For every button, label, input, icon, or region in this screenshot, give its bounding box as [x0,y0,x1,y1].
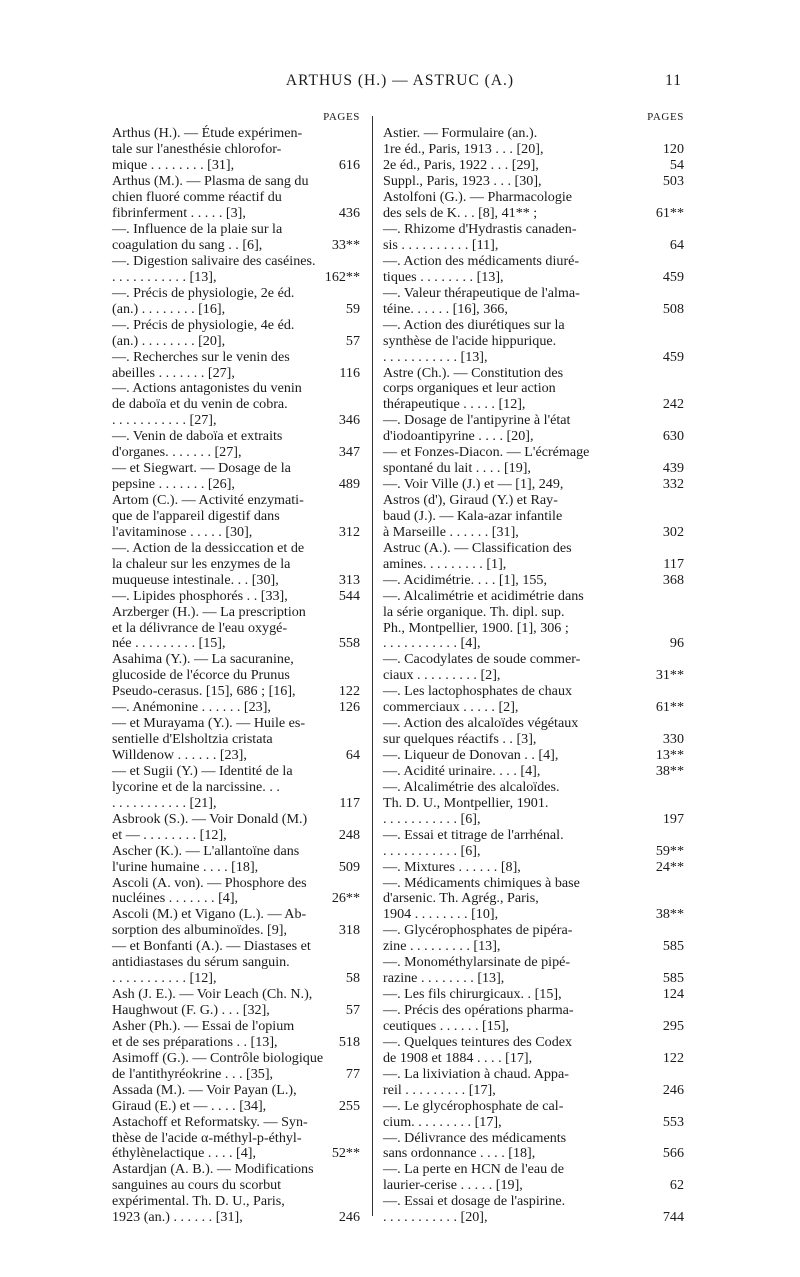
page-reference: 439 [662,460,684,477]
page-reference [322,652,360,668]
index-line: synthèse de l'acide hippurique. [383,332,557,349]
page-reference [322,350,360,366]
page-reference [610,334,684,350]
page-reference [610,605,684,621]
index-line: laurier-cerise . . . . . [19], [383,1177,523,1194]
page-reference: 302 [662,523,684,540]
page-reference [610,1035,684,1051]
index-line: amines. . . . . . . . . [1], [383,555,507,572]
index-line: Astros (d'), Giraud (Y.) et Ray- [383,492,558,509]
page-reference: 566 [662,1145,684,1162]
page-reference [610,1067,684,1083]
index-line: —. Action des diurétiques sur la [383,316,565,333]
page-reference [322,939,360,955]
page-reference [610,684,684,700]
index-line: sentielle d'Elsholtzia cristata [112,731,273,748]
page-reference [610,413,684,429]
index-line: 1923 (an.) . . . . . . [31], [112,1209,243,1226]
page-reference [610,254,684,270]
page-reference: 246 [338,1209,360,1226]
index-line: —. Glycérophosphates de pipéra- [383,922,573,939]
index-line: —. Recherches sur le venin des [112,348,290,365]
page-reference: 312 [338,523,360,540]
index-line: ciaux . . . . . . . . . [2], [383,667,501,684]
index-line: Artom (C.). — Activité enzymati- [112,492,304,509]
page-reference [322,286,360,302]
index-line: la chaleur sur les enzymes de la [112,555,291,572]
page-reference [322,605,360,621]
index-line: —. Le glycérophosphate de cal- [383,1097,564,1114]
page-reference: 116 [339,364,360,381]
index-line: —. Essai et titrage de l'arrhénal. [383,826,564,843]
page-reference [322,955,360,971]
page-reference: 124 [662,986,684,1003]
page-reference: 122 [662,1049,684,1066]
index-line: (an.) . . . . . . . . [16], [112,300,226,317]
index-line: —. Mixtures . . . . . . [8], [383,858,521,875]
index-line: lycorine et de la narcissine. . . [112,778,280,795]
index-line: Ascoli (A. von). — Phosphore des [112,874,307,891]
index-line: Asbrook (S.). — Voir Donald (M.) [112,810,308,827]
index-line: —. Lipides phosphorés . . [33], [112,587,288,604]
column-divider [372,116,373,1216]
index-line: —. Valeur thérapeutique de l'alma- [383,284,580,301]
index-line: —. Influence de la plaie sur la [112,221,283,238]
index-line: d'organes. . . . . . . [27], [112,444,242,461]
index-line: Assada (M.). — Voir Payan (L.), [112,1081,297,1098]
index-line: — et Siegwart. — Dosage de la [112,460,291,477]
page-reference: 332 [662,476,684,493]
page-reference [322,764,360,780]
index-line: chien fluoré comme réactif du [112,189,282,206]
index-line: née . . . . . . . . . [15], [112,635,226,652]
page-reference [322,142,360,158]
heading-spacer [383,110,605,126]
page-reference [610,509,684,525]
page-reference: 558 [338,635,360,652]
page-reference [322,429,360,445]
index-line: Asahima (Y.). — La sacuranine, [112,651,294,668]
index-line: 1re éd., Paris, 1913 . . . [20], [383,141,544,158]
page-reference [322,1115,360,1131]
index-line: . . . . . . . . . . . [13], [112,268,217,285]
page-reference: 59** [655,842,684,859]
page-reference: 64 [345,747,360,764]
index-line: —. Voir Ville (J.) et — [1], 249, [383,476,564,493]
page-reference [610,955,684,971]
page-reference [322,732,360,748]
index-line: de 1908 et 1884 . . . . [17], [383,1049,533,1066]
index-line: baud (J.). — Kala-azar infantile [383,507,563,524]
page-reference: 330 [662,731,684,748]
page-reference [610,190,684,206]
page-reference: 61** [655,699,684,716]
index-line: expérimental. Th. D. U., Paris, [112,1193,285,1210]
index-line: pepsine . . . . . . . [26], [112,476,235,493]
page-reference: 122 [338,683,360,700]
running-head [0,72,800,96]
page-reference: 368 [662,571,684,588]
index-line: . . . . . . . . . . . [27], [112,412,217,429]
index-line: —. Acidité urinaire. . . . [4], [383,762,541,779]
index-line: Ascher (K.). — L'allantoïne dans [112,842,300,859]
index-line: de daboïa et du venin de cobra. [112,396,288,413]
page-reference: 518 [338,1033,360,1050]
page-reference: 77 [345,1065,360,1082]
page-reference: 38** [655,906,684,923]
index-line: —. Dosage de l'antipyrine à l'état [383,412,571,429]
index-line: — et Bonfanti (A.). — Diastases et [112,938,311,955]
page-reference: 38** [655,762,684,779]
index-line: fibrinferment . . . . . [3], [112,205,246,222]
page-reference [322,1162,360,1178]
page-reference [610,366,684,382]
index-line: sis . . . . . . . . . . [11], [383,237,499,254]
page-reference: 503 [662,173,684,190]
page-reference: 459 [662,348,684,365]
page-reference: 58 [345,970,360,987]
index-line: des sels de K. . . [8], 41** ; [383,205,538,222]
index-line: tale sur l'anesthésie chlorofor- [112,141,282,158]
right-column-entries [383,110,605,1226]
index-line: (an.) . . . . . . . . [20], [112,332,226,349]
index-line: Haughwout (F. G.) . . . [32], [112,1002,270,1019]
page-reference [322,876,360,892]
page-reference: 295 [662,1017,684,1034]
index-line: . . . . . . . . . . . [21], [112,794,217,811]
index-line: Suppl., Paris, 1923 . . . [30], [383,173,542,190]
page-reference: 585 [662,970,684,987]
page-reference [610,780,684,796]
index-line: —. Alcalimétrie et acidimétrie dans [383,587,584,604]
page-reference [610,222,684,238]
page-reference: 318 [338,922,360,939]
index-line: sanguines au cours du scorbut [112,1177,282,1194]
page-reference: 255 [338,1097,360,1114]
index-line: l'avitaminose . . . . . [30], [112,523,253,540]
index-line: — et Sugii (Y.) — Identité de la [112,762,293,779]
index-line: Astier. — Formulaire (an.). [383,125,538,142]
page-reference [322,1019,360,1035]
index-line: —. Actions antagonistes du venin [112,380,302,397]
index-line: . . . . . . . . . . . [12], [112,970,217,987]
index-line: sans ordonnance . . . . [18], [383,1145,536,1162]
page-reference: 117 [663,555,684,572]
page-reference: 630 [662,428,684,445]
page-reference [610,1003,684,1019]
page-reference [610,828,684,844]
index-line: glucoside de l'écorce du Prunus [112,667,290,684]
index-line: —. Médicaments chimiques à base [383,874,580,891]
index-line: 1904 . . . . . . . . [10], [383,906,499,923]
page-reference [322,780,360,796]
index-line: Astre (Ch.). — Constitution des [383,364,564,381]
index-line: abeilles . . . . . . . [27], [112,364,235,381]
index-line: Giraud (E.) et — . . . . [34], [112,1097,267,1114]
page-reference: 616 [338,157,360,174]
page-reference: 459 [662,268,684,285]
index-line: . . . . . . . . . . . [20], [383,1209,488,1226]
index-line: zine . . . . . . . . . [13], [383,938,501,955]
index-line: —. Précis de physiologie, 4e éd. [112,316,295,333]
page-reference: 26** [331,890,360,907]
page-reference: 54 [669,157,684,174]
index-line: à Marseille . . . . . . [31], [383,523,519,540]
index-line: — et Murayama (Y.). — Huile es- [112,715,306,732]
page-number: 11 [665,72,682,89]
index-line: et la délivrance de l'eau oxygé- [112,619,288,636]
page-reference: 544 [338,587,360,604]
index-line: . . . . . . . . . . . [13], [383,348,488,365]
index-line: Astachoff et Reformatsky. — Syn- [112,1113,308,1130]
page-reference [322,397,360,413]
page-reference [322,987,360,1003]
page-reference: 346 [338,412,360,429]
page-reference [610,445,684,461]
index-line: . . . . . . . . . . . [4], [383,635,481,652]
index-line: Asher (Ph.). — Essai de l'opium [112,1017,295,1034]
index-line: d'iodoantipyrine . . . . [20], [383,428,534,445]
page-reference [322,1131,360,1147]
index-line: —. La lixiviation à chaud. Appa- [383,1065,569,1082]
page-reference [610,541,684,557]
running-title: ARTHUS (H.) — ASTRUC (A.) [285,72,515,89]
page-reference [610,876,684,892]
left-column-pages [322,110,360,1226]
index-line: Astolfoni (G.). — Pharmacologie [383,189,573,206]
index-line: sorption des albuminoïdes. [9], [112,922,287,939]
index-line: mique . . . . . . . . [31], [112,157,235,174]
index-line: —. Alcalimétrie des alcaloïdes. [383,778,560,795]
index-line: —. Action des alcaloïdes végétaux [383,715,579,732]
index-line: ceutiques . . . . . . [15], [383,1017,510,1034]
page-reference [322,844,360,860]
index-line: thèse de l'acide α-méthyl-p-éthyl- [112,1129,302,1146]
page-reference: 96 [669,635,684,652]
page-reference [322,461,360,477]
pages-heading: PAGES [323,111,360,123]
index-line: Arzberger (H.). — La prescription [112,603,306,620]
index-line: —. Action de la dessiccation et de [112,539,305,556]
index-line: —. Rhizome d'Hydrastis canaden- [383,221,577,238]
index-line: de l'antithyréokrine . . . [35], [112,1065,274,1082]
index-line: Astardjan (A. B.). — Modifications [112,1161,314,1178]
index-line: —. Délivrance des médicaments [383,1129,567,1146]
page-reference [322,541,360,557]
page-reference: 13** [655,747,684,764]
left-column-entries [112,110,324,1226]
page-reference: 64 [669,237,684,254]
page-reference [322,1178,360,1194]
page-reference [322,557,360,573]
page-reference: 489 [338,476,360,493]
index-line: éthylènelactique . . . . [4], [112,1145,257,1162]
index-line: antidiastases du sérum sanguin. [112,954,290,971]
page-reference [610,923,684,939]
page-reference: 62 [669,1177,684,1194]
page-reference: 509 [338,858,360,875]
index-line: reil . . . . . . . . . [17], [383,1081,496,1098]
page-reference: 31** [655,667,684,684]
index-line: —. La perte en HCN de l'eau de [383,1161,564,1178]
index-line: commerciaux . . . . . [2], [383,699,519,716]
page-reference [610,493,684,509]
page-reference [322,318,360,334]
index-line: Arthus (M.). — Plasma de sang du [112,173,309,190]
page-reference: 162** [324,268,360,285]
page-reference: 436 [338,205,360,222]
page-reference: 246 [662,1081,684,1098]
index-line: coagulation du sang . . [6], [112,237,263,254]
index-line: . . . . . . . . . . . [6], [383,810,481,827]
page-reference [610,891,684,907]
index-line: Pseudo-cerasus. [15], 686 ; [16], [112,683,296,700]
index-line: sur quelques réactifs . . [3], [383,731,537,748]
page-reference: 61** [655,205,684,222]
page-reference [610,126,684,142]
page-reference: 197 [662,810,684,827]
page-reference [322,668,360,684]
index-line: —. Action des médicaments diuré- [383,252,580,269]
page-reference: 744 [662,1209,684,1226]
index-line: corps organiques et leur action [383,380,556,397]
page-reference: 248 [338,826,360,843]
page-reference [322,1051,360,1067]
page-reference [610,318,684,334]
page-reference [322,812,360,828]
index-line: —. Les lactophosphates de chaux [383,683,573,700]
page-reference [610,589,684,605]
index-line: 2e éd., Paris, 1922 . . . [29], [383,157,539,174]
page-reference [610,1099,684,1115]
index-line: tiques . . . . . . . . [13], [383,268,504,285]
page-reference [322,222,360,238]
page-reference [322,493,360,509]
page-reference [610,1194,684,1210]
page-reference [610,652,684,668]
page-reference [322,716,360,732]
index-line: d'arsenic. Th. Agrég., Paris, [383,890,539,907]
index-line: —. Digestion salivaire des caséines. [112,252,316,269]
page-reference: 117 [339,794,360,811]
index-line: Arthus (H.). — Étude expérimen- [112,125,303,142]
page-reference [610,1162,684,1178]
index-line: et de ses préparations . . [13], [112,1033,278,1050]
page-reference [610,621,684,637]
index-line: muqueuse intestinale. . . [30], [112,571,279,588]
index-line: —. Quelques teintures des Codex [383,1033,573,1050]
index-line: —. Acidimétrie. . . . [1], 155, [383,571,548,588]
page-reference: 313 [338,571,360,588]
page-reference [610,381,684,397]
heading-spacer [112,110,320,126]
page-reference: 508 [662,300,684,317]
index-line: et — . . . . . . . . [12], [112,826,227,843]
page-reference [322,1194,360,1210]
index-line: Ph., Montpellier, 1900. [1], 306 ; [383,619,569,636]
page-reference: 126 [338,699,360,716]
page-reference [322,1083,360,1099]
index-line: spontané du lait . . . . [19], [383,460,531,477]
page-reference: 553 [662,1113,684,1130]
index-line: la série organique. Th. dipl. sup. [383,603,565,620]
index-line: — et Fonzes-Diacon. — L'écrémage [383,444,590,461]
index-line: Th. D. U., Montpellier, 1901. [383,794,549,811]
index-line: téine. . . . . . [16], 366, [383,300,508,317]
index-line: thérapeutique . . . . . [12], [383,396,526,413]
page-reference [322,907,360,923]
page-reference [322,381,360,397]
page-reference [322,509,360,525]
index-line: Astruc (A.). — Classification des [383,539,572,556]
page-reference: 59 [345,300,360,317]
page-reference [610,716,684,732]
index-line: —. Anémonine . . . . . . [23], [112,699,271,716]
index-line: Ascoli (M.) et Vigano (L.). — Ab- [112,906,307,923]
page-reference: 120 [662,141,684,158]
index-line: Ash (J. E.). — Voir Leach (Ch. N.), [112,986,313,1003]
index-line: cium. . . . . . . . . [17], [383,1113,502,1130]
page-reference: 33** [331,237,360,254]
index-line: —. Monométhylarsinate de pipé- [383,954,571,971]
index-line: Asimoff (G.). — Contrôle biologique [112,1049,324,1066]
page-reference: 242 [662,396,684,413]
page-reference [322,190,360,206]
page-reference [322,621,360,637]
page-reference [322,174,360,190]
index-line: —. Essai et dosage de l'aspirine. [383,1193,566,1210]
page-reference: 24** [655,858,684,875]
index-line: —. Précis des opérations pharma- [383,1002,574,1019]
index-line: —. Les fils chirurgicaux. . [15], [383,986,562,1003]
index-line: que de l'appareil digestif dans [112,507,280,524]
page-reference: 585 [662,938,684,955]
page-reference [610,286,684,302]
index-line: razine . . . . . . . . [13], [383,970,505,987]
page-reference: 57 [345,332,360,349]
index-line: Willdenow . . . . . . [23], [112,747,247,764]
right-column-pages [610,110,684,1226]
page-reference [610,1131,684,1147]
index-line: —. Venin de daboïa et extraits [112,428,283,445]
index-line: —. Précis de physiologie, 2e éd. [112,284,295,301]
index-line: —. Cacodylates de soude commer- [383,651,581,668]
page-reference: 52** [331,1145,360,1162]
index-line: l'urine humaine . . . . [18], [112,858,259,875]
page-reference [322,126,360,142]
page-reference [610,796,684,812]
index-line: . . . . . . . . . . . [6], [383,842,481,859]
page-reference: 57 [345,1002,360,1019]
index-line: nucléines . . . . . . . [4], [112,890,239,907]
page-reference [322,254,360,270]
pages-heading: PAGES [647,111,684,123]
index-line: —. Liqueur de Donovan . . [4], [383,747,559,764]
page-reference: 347 [338,444,360,461]
